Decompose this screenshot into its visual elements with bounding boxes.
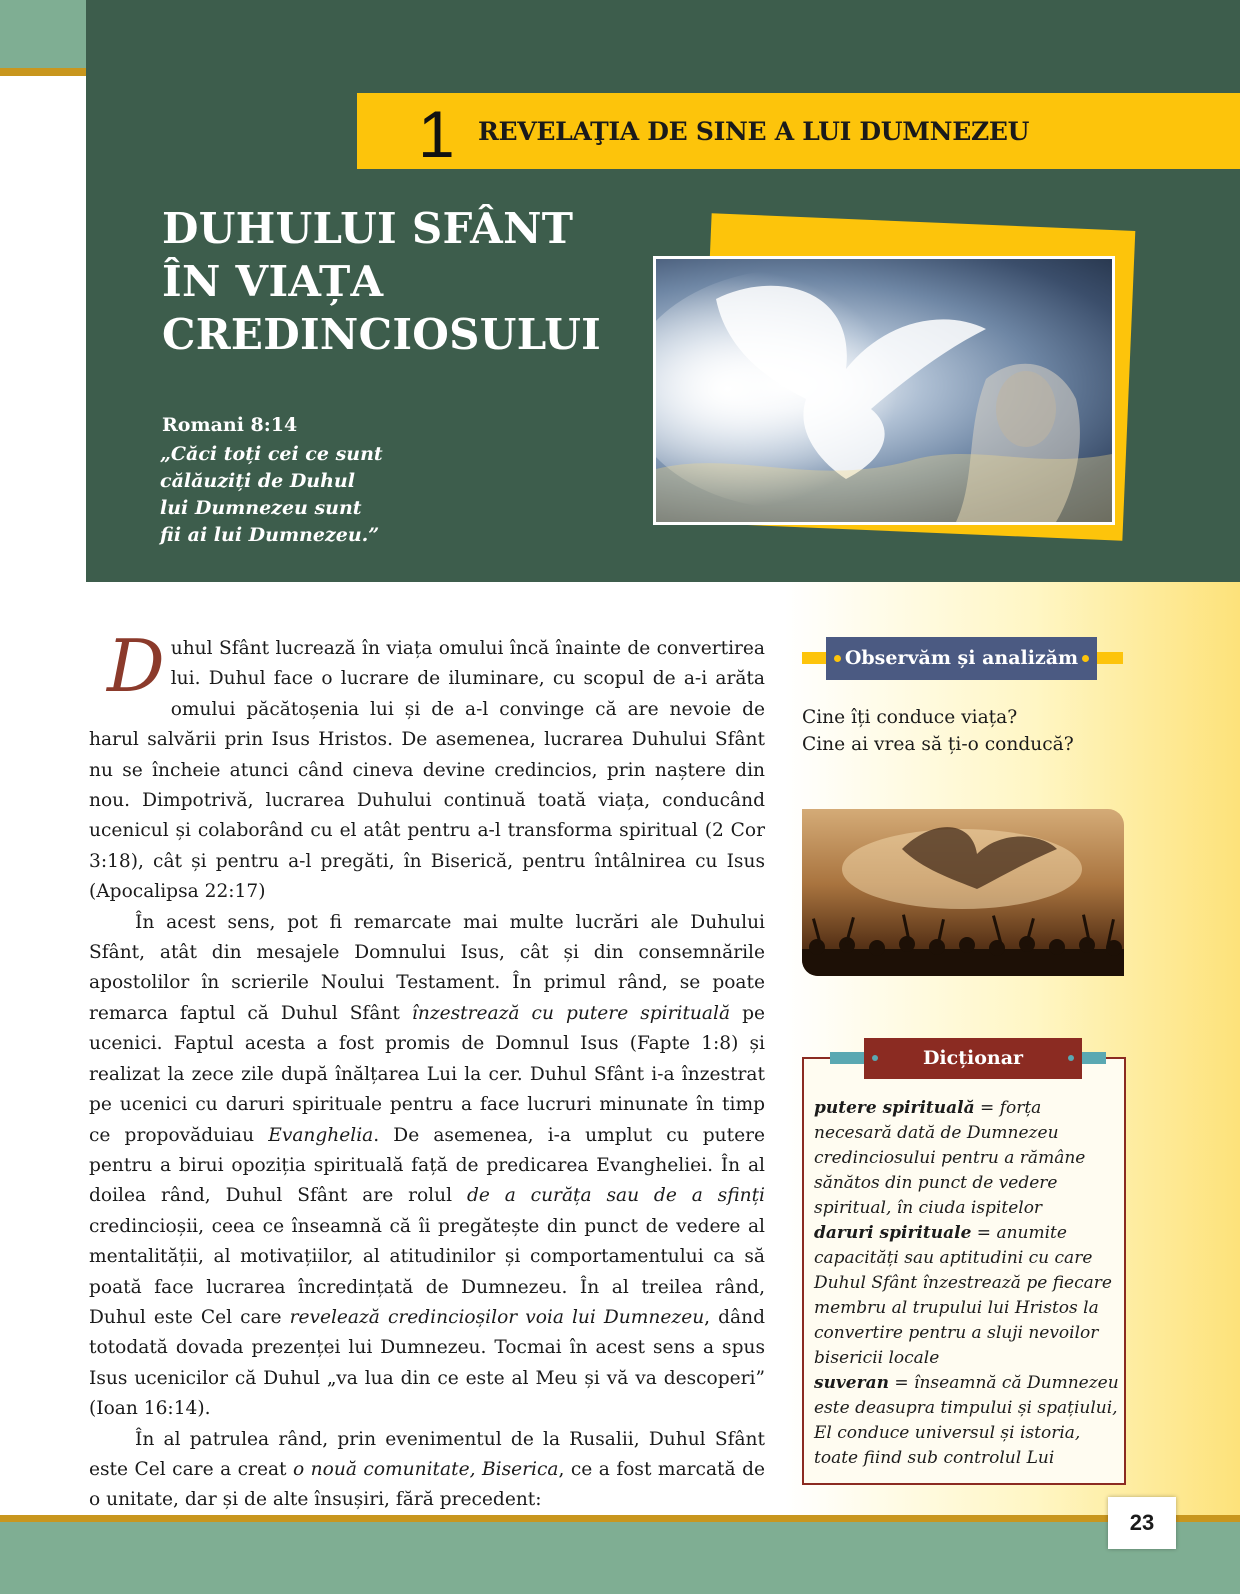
hero-image	[653, 256, 1115, 525]
observe-questions	[802, 704, 1222, 758]
crowd-illustration	[802, 809, 1124, 976]
dictionary-definition: = înseamnă că Dumnezeu este deasupra timpului și spațiului, El conduce universul și istoria, toate fiind sub controlul Lui	[814, 1373, 1119, 1468]
observe-line-right	[1097, 652, 1123, 664]
footer-gold-line	[0, 1515, 1240, 1522]
paragraph: Duhul Sfânt lucrează în viața omului încă înainte de convertirea lui. Duhul face o lucrare de iluminare, cu scopul de a-i arăta omului păcătoșenia lui și de a-l convinge că are nevoie de harul salvării prin Isus Hristos. De asemenea, lucrarea Duhului Sfânt nu se încheie atunci când cineva devine credincios, prin naștere din nou. Dimpotrivă, lucrarea Duhului continuă toată viața, conducând ucenicul și colaborând cu el atât pentru a-l transforma spiritual (2 Cor 3:18), cât și pentru a-l pregăti, în Biserică, pentru întâlnirea cu Isus (Apocalipsa 22:17)	[89, 624, 765, 903]
observe-badge	[826, 637, 1097, 680]
drop-cap: D	[107, 624, 165, 708]
lesson-title-line: CREDINCIOSULUI	[162, 310, 602, 359]
dot-icon	[872, 1055, 878, 1061]
dictionary-badge	[864, 1038, 1082, 1079]
paragraph: În acest sens, pot fi remarcate mai multe lucrări ale Duhului Sfânt, atât din mesajele Domnului Isus, cât și din consemnările apostolilor în scrierile Noului Testament. În primul rând, se poate remarca faptul că Duhul Sfânt înzestrează cu putere spirituală pe ucenici. Faptul acesta a fost promis de Domnul Isus (Fapte 1:8) și realizat la zece zile după înălțarea Lui la cer. Duhul Sfânt i-a înzestrat pe ucenici cu daruri spirituale pentru a face lucruri minunate în timp ce propovăduiau Evanghelia. De asemenea, i-a umplut cu putere pentru a birui opoziția spirituală față de predicarea Evangheliei. În al doilea rând, Duhul Sfânt are rolul de a curăța sau de a sfinți credincioșii, ceea ce înseamnă că îi pregătește din punct de vedere al mentalității, al motivațiilor, al atitudinilor și comportamentului ca să poată face lucrarea încredințată de Dumnezeu. În al treilea rând, Duhul este Cel care revelează credincioșilor voia lui Dumnezeu, dând totodată dovada prezenței lui Dumnezeu. Tocmai în acest sens a spus Isus ucenicilor că Duhul „va lua din ce este al Meu și vă va descoperi” (Ioan 16:14).	[89, 911, 766, 1420]
dictionary-definition: = anumite capacități sau aptitudini cu care Duhul Sfânt înzestrează pe fiecare membru al trupului lui Hristos la convertire pentru a sluji nevoilor bisericii locale	[814, 1223, 1112, 1368]
paragraph: În al patrulea rând, prin evenimentul de la Rusalii, Duhul Sfânt este Cel care a creat o nouă comunitate, Biserica, ce a fost marcată de o unitate, dar și de alte însușiri, fără precedent:	[89, 1428, 765, 1511]
verse-line: „Căci toți cei ce sunt	[160, 443, 383, 465]
lesson-title-line: ÎN VIAȚA	[162, 257, 384, 306]
lesson-title-line: DUHULUI SFÂNT	[162, 204, 574, 253]
side-image	[802, 809, 1124, 976]
verse-line: călăuziți de Duhul	[160, 470, 355, 492]
observe-label: Observăm și analizăm	[844, 647, 1079, 669]
dictionary-entries	[814, 1096, 1124, 1471]
dictionary-term: daruri spirituale	[814, 1223, 972, 1243]
verse-line: fii ai lui Dumnezeu.”	[160, 524, 380, 546]
verse-reference: Romani 8:14	[162, 414, 298, 436]
verse-line: lui Dumnezeu sunt	[160, 497, 362, 519]
chapter-number: 1	[418, 97, 455, 171]
observe-line-left	[802, 652, 826, 664]
footer-band	[0, 1522, 1240, 1594]
dictionary-term: putere spirituală	[814, 1098, 975, 1118]
verse-quote	[160, 441, 420, 549]
dictionary-label: Dicționar	[922, 1047, 1024, 1069]
body-text	[89, 624, 766, 1516]
chapter-title: REVELAŢIA DE SINE A LUI DUMNEZEU	[478, 117, 1030, 146]
dictionary-term: suveran	[814, 1373, 889, 1393]
dictionary-definition: = forța necesară dată de Dumnezeu credinciosului pentru a rămâne sănătos din punct de vedere spiritual, în ciuda ispitelor	[814, 1098, 1086, 1218]
question: Cine ai vrea să ți-o conducă?	[802, 734, 1074, 755]
dove-illustration	[656, 259, 1112, 522]
page-number: 23	[1108, 1497, 1176, 1549]
corner-tab	[0, 0, 86, 68]
dot-icon	[834, 655, 841, 662]
question: Cine îți conduce viața?	[802, 707, 1018, 728]
corner-gold-line	[0, 68, 86, 76]
dot-icon	[1082, 655, 1089, 662]
dot-icon	[1068, 1055, 1074, 1061]
lesson-title	[162, 202, 622, 361]
dictionary-line-left	[830, 1052, 866, 1064]
